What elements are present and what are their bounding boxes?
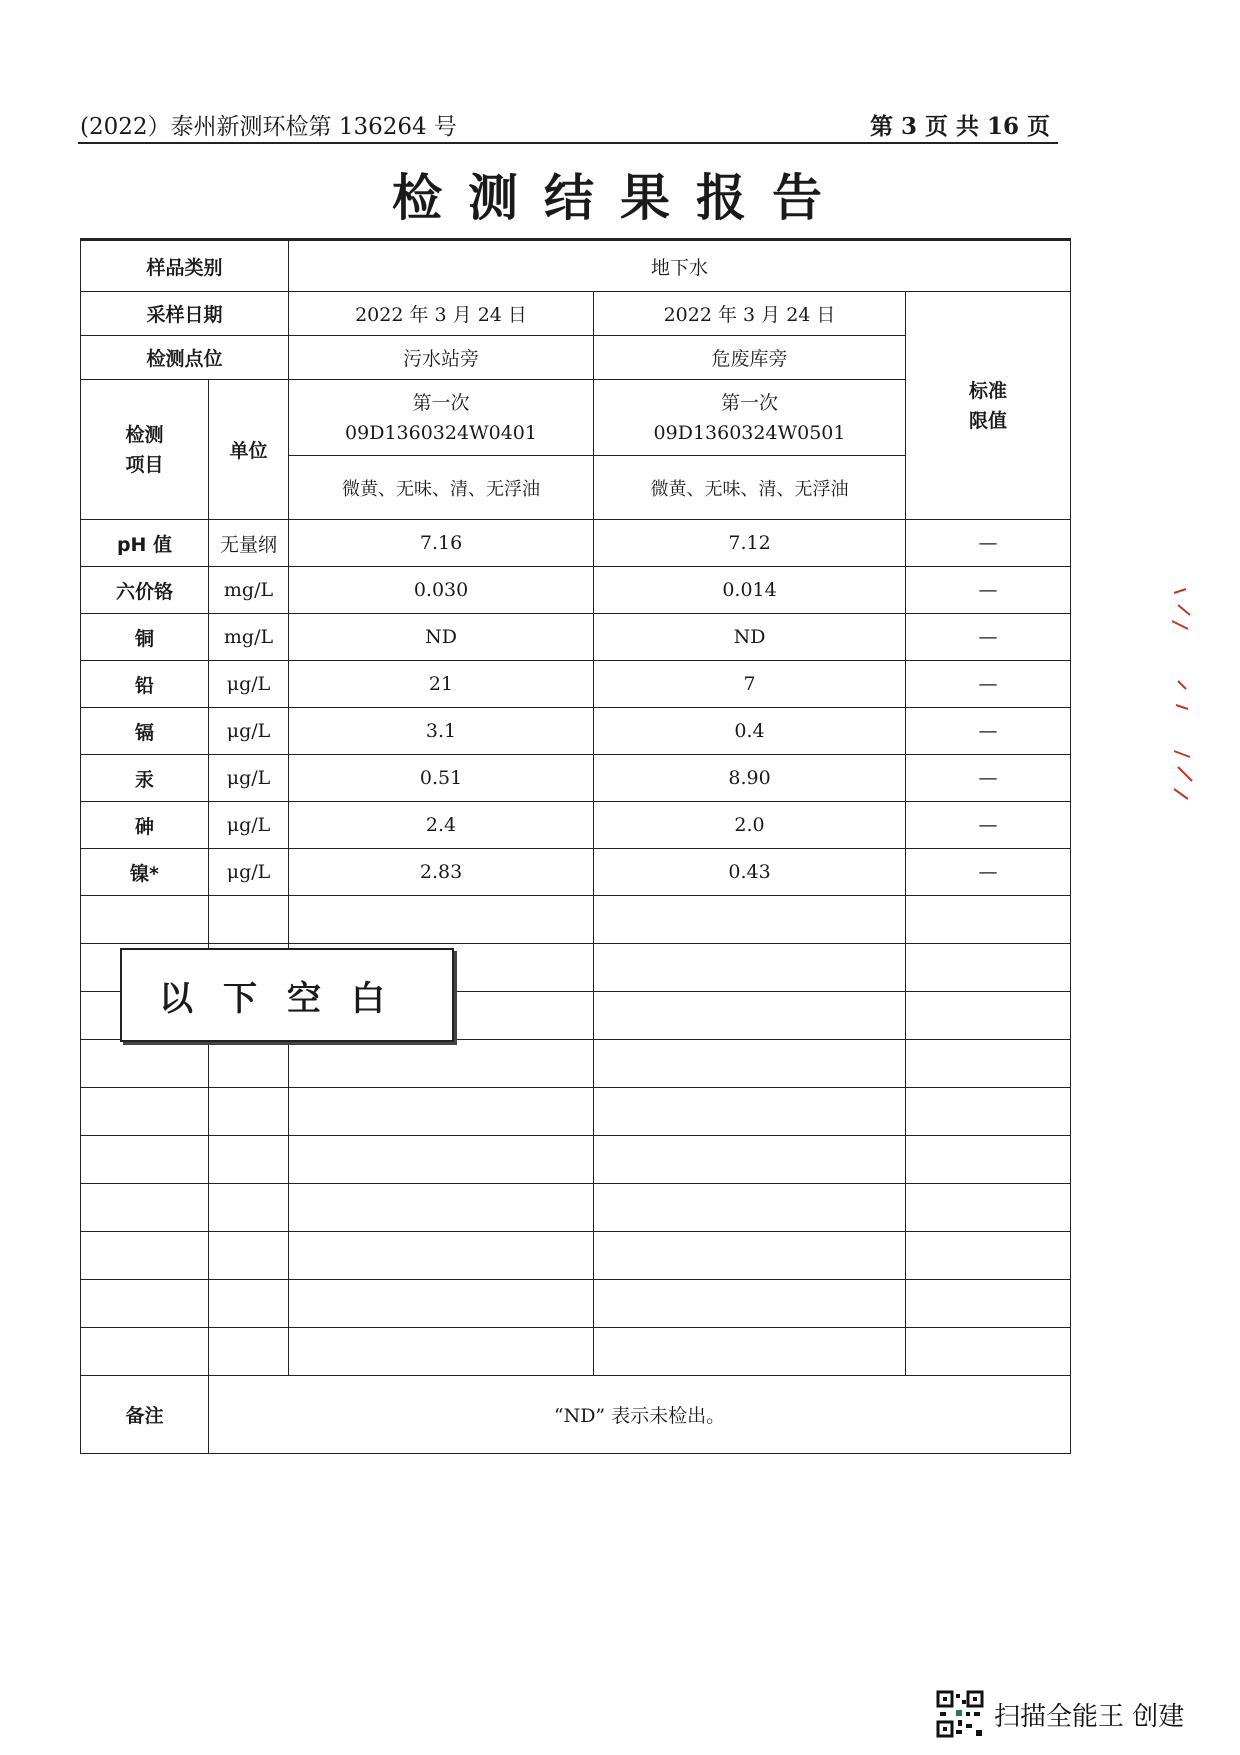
row-standard: — bbox=[906, 708, 1071, 755]
row-value-2: 8.90 bbox=[594, 755, 906, 802]
row-unit: μg/L bbox=[209, 802, 289, 849]
scanner-brand-text: 扫描全能王 创建 bbox=[994, 1701, 1185, 1732]
row-value-1: 2.83 bbox=[289, 849, 594, 896]
row-standard: — bbox=[906, 661, 1071, 708]
row-value-1: 0.51 bbox=[289, 755, 594, 802]
scanner-watermark bbox=[936, 1690, 1184, 1738]
table-row bbox=[81, 614, 1071, 661]
row-unit: μg/L bbox=[209, 849, 289, 896]
row-unit: mg/L bbox=[209, 567, 289, 614]
unit-header: 单位 bbox=[209, 380, 289, 520]
table-row bbox=[81, 520, 1071, 567]
sample-category-value: 地下水 bbox=[289, 240, 1071, 292]
row-standard: — bbox=[906, 849, 1071, 896]
sampling-date-label: 采样日期 bbox=[81, 292, 289, 336]
row-value-2: 0.4 bbox=[594, 708, 906, 755]
row-item: 汞 bbox=[81, 755, 209, 802]
row-value-1: ND bbox=[289, 614, 594, 661]
row-value-1: 3.1 bbox=[289, 708, 594, 755]
site-1: 污水站旁 bbox=[289, 336, 594, 380]
sample-1-id bbox=[289, 380, 594, 456]
row-value-2: 2.0 bbox=[594, 802, 906, 849]
row-value-2: 7 bbox=[594, 661, 906, 708]
remarks-value: “ND” 表示未检出。 bbox=[209, 1376, 1071, 1454]
sample-1-round: 第一次 bbox=[412, 391, 470, 414]
sample-category-label: 样品类别 bbox=[81, 240, 289, 292]
standard-limit-header: 标准限值 bbox=[906, 292, 1071, 520]
empty-row bbox=[81, 1184, 1071, 1232]
row-item: 砷 bbox=[81, 802, 209, 849]
page-title: 检测结果报告 bbox=[392, 169, 848, 227]
row-value-2: ND bbox=[594, 614, 906, 661]
table-row bbox=[81, 849, 1071, 896]
empty-row bbox=[81, 1088, 1071, 1136]
report-number: (2022）泰州新测环检第 136264 号 bbox=[80, 114, 457, 140]
sample-category-row bbox=[81, 240, 1071, 292]
row-item: 铜 bbox=[81, 614, 209, 661]
empty-row bbox=[81, 1136, 1071, 1184]
empty-row bbox=[81, 1232, 1071, 1280]
seal-stamp-edge bbox=[1168, 585, 1198, 805]
row-item: 镉 bbox=[81, 708, 209, 755]
qr-code-icon bbox=[936, 1690, 984, 1738]
sample-2-code: 09D1360324W0501 bbox=[653, 421, 846, 444]
row-value-1: 0.030 bbox=[289, 567, 594, 614]
remarks-row bbox=[81, 1376, 1071, 1454]
row-standard: — bbox=[906, 755, 1071, 802]
page-indicator: 第 3 页 共 16 页 bbox=[869, 113, 1050, 140]
site-2: 危废库旁 bbox=[594, 336, 906, 380]
row-value-2: 7.12 bbox=[594, 520, 906, 567]
row-standard: — bbox=[906, 567, 1071, 614]
empty-row bbox=[81, 1040, 1071, 1088]
row-value-2: 0.014 bbox=[594, 567, 906, 614]
row-value-1: 7.16 bbox=[289, 520, 594, 567]
results-table bbox=[80, 238, 1071, 1454]
report-header bbox=[80, 108, 1050, 144]
empty-row bbox=[81, 1328, 1071, 1376]
row-unit: mg/L bbox=[209, 614, 289, 661]
row-item: 六价铬 bbox=[81, 567, 209, 614]
sample-2-appearance: 微黄、无味、清、无浮油 bbox=[594, 456, 906, 520]
row-unit: 无量纲 bbox=[209, 520, 289, 567]
sample-1-appearance: 微黄、无味、清、无浮油 bbox=[289, 456, 594, 520]
sample-2-id bbox=[594, 380, 906, 456]
row-value-2: 0.43 bbox=[594, 849, 906, 896]
row-item: 铅 bbox=[81, 661, 209, 708]
site-label: 检测点位 bbox=[81, 336, 289, 380]
blank-below-stamp: 以下空白 bbox=[120, 948, 454, 1042]
table-row bbox=[81, 755, 1071, 802]
sample-1-code: 09D1360324W0401 bbox=[345, 421, 537, 444]
item-header: 检测项目 bbox=[81, 380, 209, 520]
sampling-date-row bbox=[81, 292, 1071, 336]
row-item: 镍* bbox=[81, 849, 209, 896]
table-row bbox=[81, 708, 1071, 755]
row-unit: μg/L bbox=[209, 661, 289, 708]
empty-row bbox=[81, 896, 1071, 944]
empty-row bbox=[81, 1280, 1071, 1328]
table-row bbox=[81, 802, 1071, 849]
remarks-label: 备注 bbox=[81, 1376, 209, 1454]
row-item: pH 值 bbox=[81, 520, 209, 567]
row-value-1: 21 bbox=[289, 661, 594, 708]
row-standard: — bbox=[906, 614, 1071, 661]
sample-2-round: 第一次 bbox=[721, 391, 779, 414]
row-standard: — bbox=[906, 520, 1071, 567]
row-unit: μg/L bbox=[209, 708, 289, 755]
table-row bbox=[81, 661, 1071, 708]
header-divider bbox=[78, 142, 1058, 144]
row-unit: μg/L bbox=[209, 755, 289, 802]
row-standard: — bbox=[906, 802, 1071, 849]
sampling-date-2: 2022 年 3 月 24 日 bbox=[594, 292, 906, 336]
sampling-date-1: 2022 年 3 月 24 日 bbox=[289, 292, 594, 336]
table-row bbox=[81, 567, 1071, 614]
row-value-1: 2.4 bbox=[289, 802, 594, 849]
